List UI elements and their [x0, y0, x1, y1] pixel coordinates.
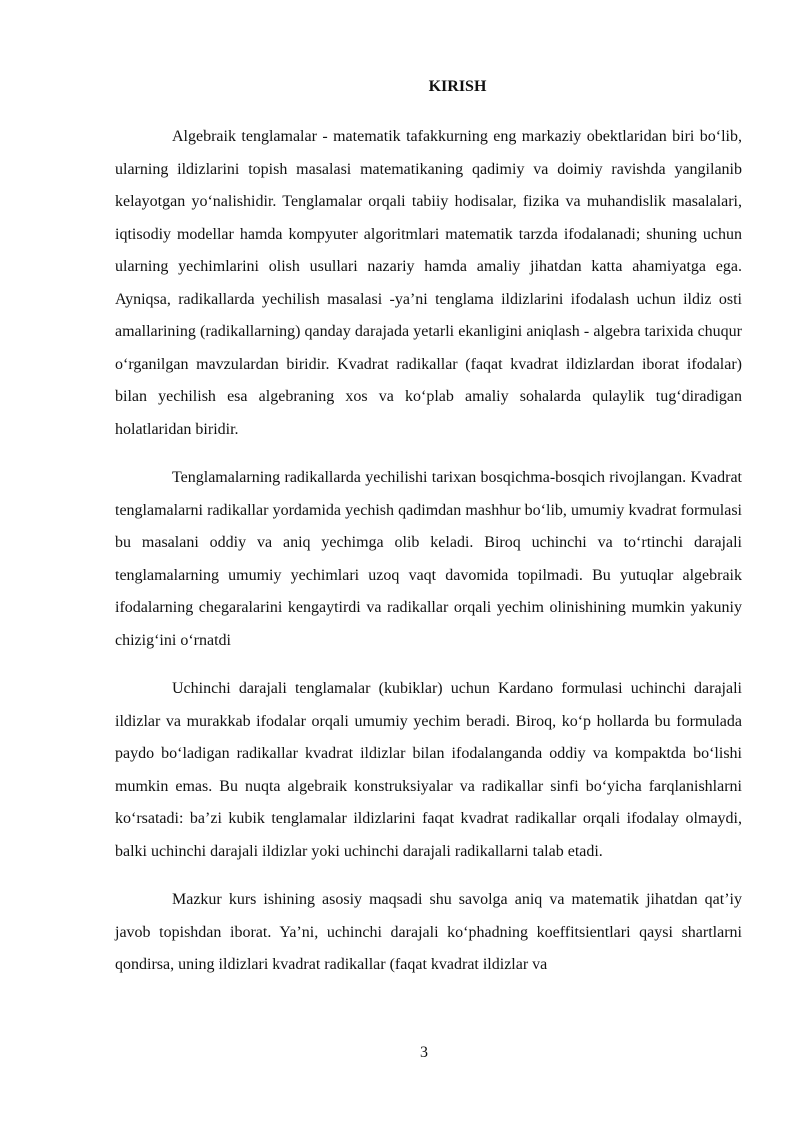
paragraph-3: Uchinchi darajali tenglamalar (kubiklar) uchun Kardano formulasi uchinchi darajali ildizlar va murakkab ifodalar orqali umumiy yechim beradi. Biroq, ko‘p hollarda bu formulada paydo bo‘ladigan radikallar kvadrat ildizlar bilan ifodalanganda oddiy va kompaktda bo‘lishi mumkin emas. Bu nuqta algebraik konstruksiyalar va radikallar sinfi bo‘yicha farqlanishlarni ko‘rsatadi: ba’zi kubik tenglamalar ildizlarini faqat kvadrat radikallar orqali ifodalay olmaydi, balki uchinchi darajali ildizlar yoki uchinchi darajali radikallarni talab etadi.	[115, 680, 742, 860]
page-number: 3	[420, 1044, 428, 1061]
paragraph-2: Tenglamalarning radikallarda yechilishi tarixan bosqichma-bosqich rivojlangan. Kvadrat tenglamalarni radikallar yordamida yechish qadimdan mashhur bo‘lib, umumiy kvadrat formulasi bu masalani oddiy va aniq yechimga olib keladi. Biroq uchinchi va to‘rtinchi darajali tenglamalarning umumiy yechimlari uzoq vaqt davomida topilmadi. Bu yutuqlar algebraik ifodalarning chegaralarini kengaytirdi va radikallar orqali yechim olinishining mumkin yakuniy chizig‘ini o‘rnatdi	[115, 469, 742, 649]
body-text	[115, 121, 742, 982]
page-title: KIRISH	[428, 78, 487, 95]
paragraph-1: Algebraik tenglamalar - matematik tafakkurning eng markaziy obektlaridan biri bo‘lib, ularning ildizlarini topish masalasi matematikaning qadimiy va doimiy ravishda yangilanib kelayotgan yo‘nalishidir. Tenglamalar orqali tabiiy hodisalar, fizika va muhandislik masalalari, iqtisodiy modellar hamda kompyuter algoritmlari matematik tarzda ifodalanadi; shuning uchun ularning yechimlarini olish usullari nazariy hamda amaliy jihatdan katta ahamiyatga ega. Ayniqsa, radikallarda yechilish masalasi -ya’ni tenglama ildizlarini ifodalash uchun ildiz osti amallarining (radikallarning) qanday darajada yetarli ekanligini aniqlash - algebra tarixida chuqur o‘rganilgan mavzulardan biridir. Kvadrat radikallar (faqat kvadrat ildizlardan iborat ifodalar) bilan yechilish esa algebraning xos va ko‘plab amaliy sohalarda qulaylik tug‘diradigan holatlaridan biridir.	[115, 128, 742, 438]
paragraph-4: Mazkur kurs ishining asosiy maqsadi shu savolga aniq va matematik jihatdan qat’iy javob topishdan iborat. Ya’ni, uchinchi darajali ko‘phadning koeffitsientlari qaysi shartlarni qondirsa, uning ildizlari kvadrat radikallar (faqat kvadrat ildizlar va	[115, 891, 742, 973]
